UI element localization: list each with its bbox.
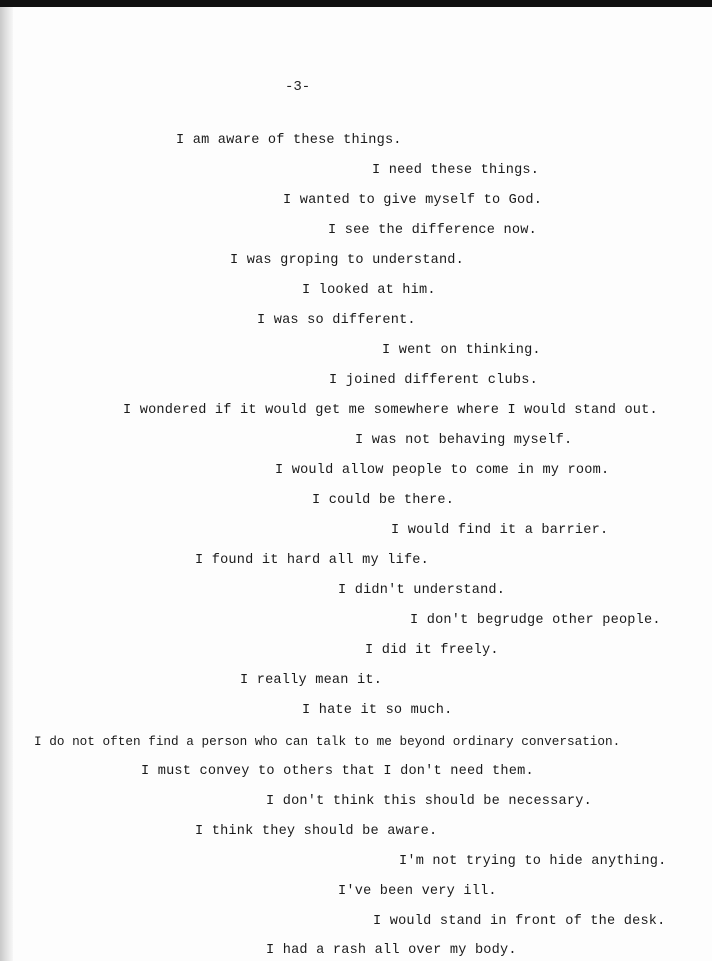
text-line: I was so different.: [257, 313, 416, 328]
text-line: I found it hard all my life.: [195, 553, 430, 568]
text-line: I really mean it.: [240, 673, 383, 688]
text-line: I looked at him.: [302, 283, 436, 298]
text-line: I wondered if it would get me somewhere where I would stand out.: [123, 403, 658, 418]
text-line: I see the difference now.: [328, 223, 537, 238]
text-line: I wanted to give myself to God.: [283, 193, 543, 208]
typewritten-page: [13, 7, 712, 961]
text-line: I would find it a barrier.: [391, 523, 609, 538]
text-line: I joined different clubs.: [329, 373, 538, 388]
text-line: I was groping to understand.: [230, 253, 465, 268]
scan-top-border: [0, 0, 712, 7]
text-line: I do not often find a person who can talk to me beyond ordinary conversation.: [34, 734, 621, 749]
text-line: I went on thinking.: [382, 343, 541, 358]
text-line: I must convey to others that I don't need them.: [141, 764, 534, 779]
text-line: I'm not trying to hide anything.: [399, 854, 667, 869]
text-line: I don't think this should be necessary.: [266, 794, 592, 809]
text-line: I am aware of these things.: [176, 133, 402, 148]
text-line: I need these things.: [372, 163, 540, 178]
text-line: I've been very ill.: [338, 884, 497, 899]
text-line: I hate it so much.: [302, 703, 453, 718]
text-line: I didn't understand.: [338, 583, 506, 598]
text-line: I was not behaving myself.: [355, 433, 573, 448]
text-line: I did it freely.: [365, 643, 499, 658]
page-number: -3-: [285, 79, 311, 95]
text-line: I had a rash all over my body.: [266, 943, 517, 958]
text-line: I don't begrudge other people.: [410, 613, 661, 628]
text-line: I would stand in front of the desk.: [373, 914, 666, 929]
page-binding-edge: [0, 7, 13, 961]
text-line: I could be there.: [312, 493, 455, 508]
text-line: I would allow people to come in my room.: [275, 463, 610, 478]
text-line: I think they should be aware.: [195, 824, 438, 839]
